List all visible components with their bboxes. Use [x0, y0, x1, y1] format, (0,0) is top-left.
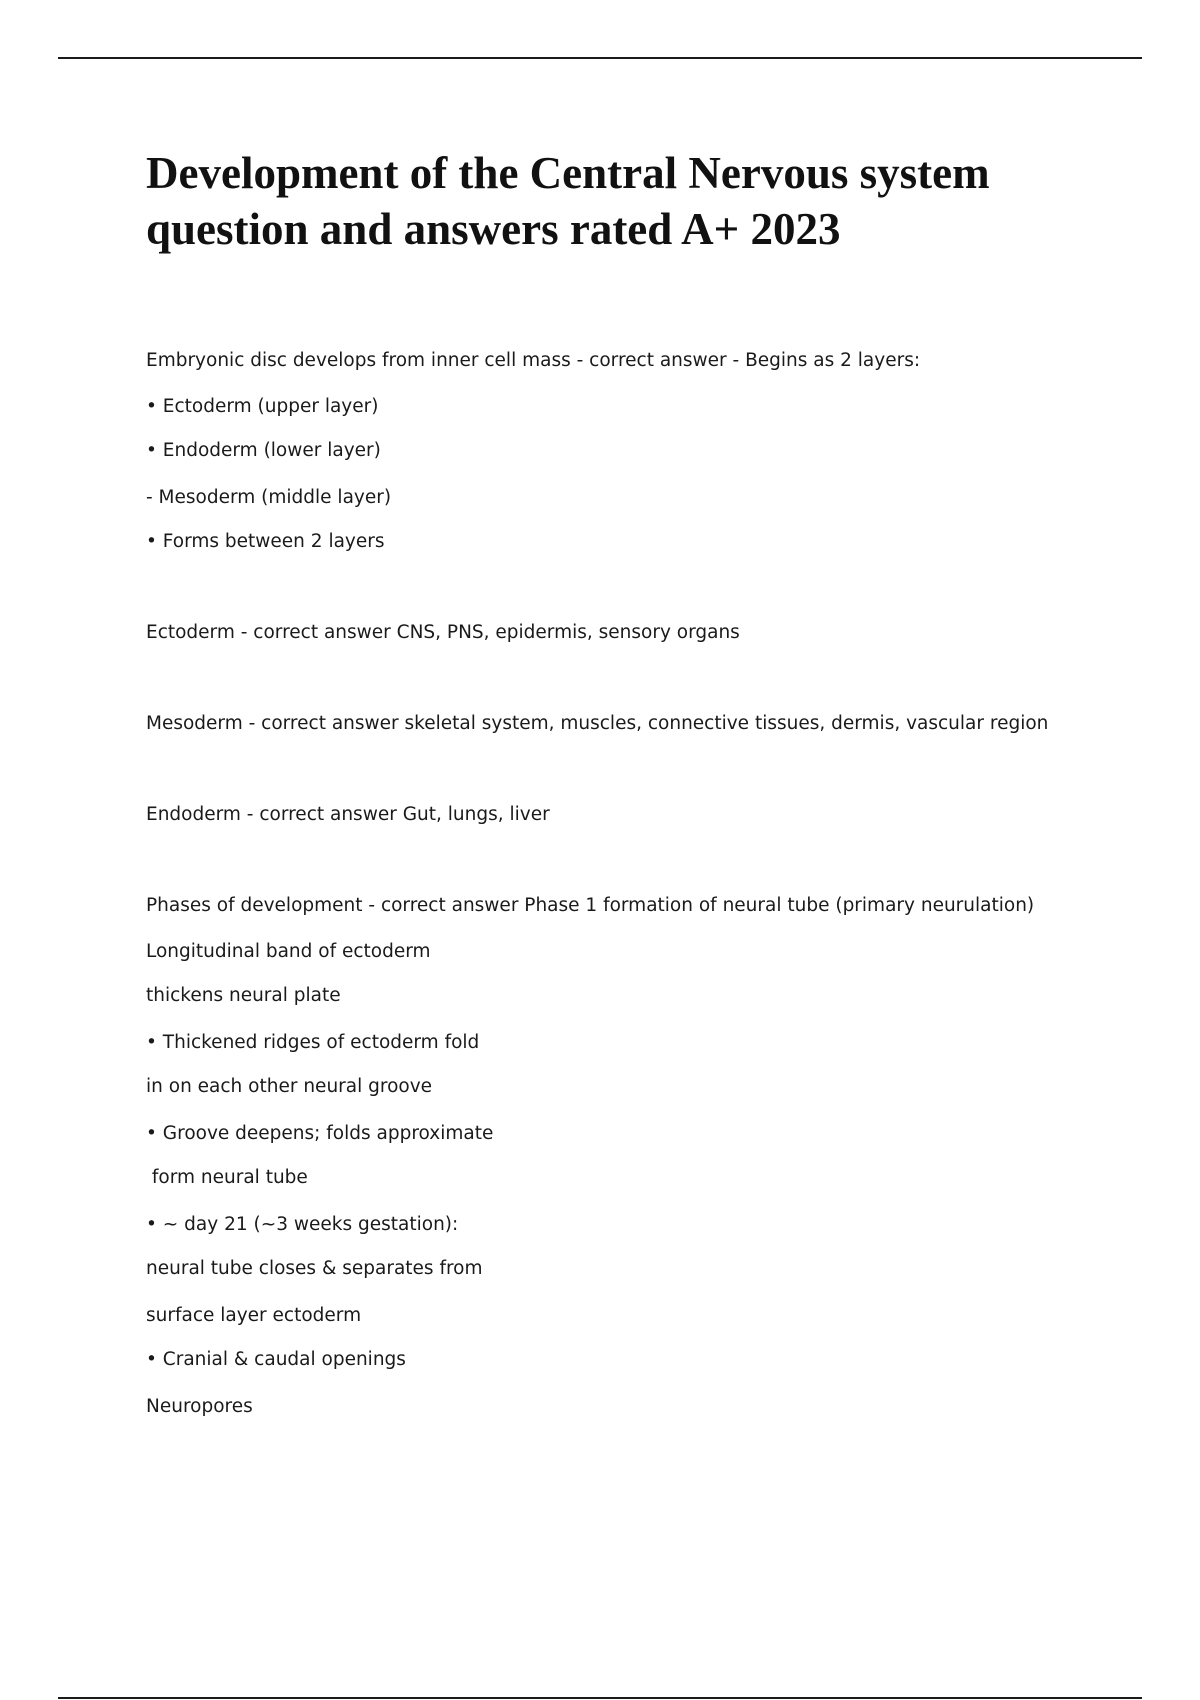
list-item: neural tube closes & separates from [146, 1258, 483, 1279]
bottom-divider [58, 1697, 1142, 1699]
list-item: • Groove deepens; folds approximate [146, 1123, 494, 1144]
list-item: • Thickened ridges of ectoderm fold [146, 1032, 480, 1053]
qa-mesoderm: Mesoderm - correct answer skeletal system, muscles, connective tissues, dermis, vascular region [146, 713, 1049, 734]
qa-endoderm: Endoderm - correct answer Gut, lungs, liver [146, 804, 550, 825]
list-item: Neuropores [146, 1396, 253, 1417]
qa-phases-of-development: Phases of development - correct answer Phase 1 formation of neural tube (primary neurulation) [146, 895, 1035, 916]
list-item: • Forms between 2 layers [146, 531, 385, 552]
document-title [146, 145, 1146, 257]
title-line-2: question and answers rated A+ 2023 [146, 204, 841, 254]
list-item: Longitudinal band of ectoderm [146, 941, 431, 962]
qa-ectoderm: Ectoderm - correct answer CNS, PNS, epidermis, sensory organs [146, 622, 740, 643]
list-item: • Endoderm (lower layer) [146, 440, 381, 461]
list-item: surface layer ectoderm [146, 1305, 362, 1326]
list-item: • Cranial & caudal openings [146, 1349, 406, 1370]
list-item: in on each other neural groove [146, 1076, 433, 1097]
list-item: form neural tube [146, 1167, 308, 1188]
list-item: • ~ day 21 (~3 weeks gestation): [146, 1214, 459, 1235]
title-line-1: Development of the Central Nervous system [146, 148, 990, 198]
qa-embryonic-disc: Embryonic disc develops from inner cell mass - correct answer - Begins as 2 layers: [146, 350, 921, 371]
list-item: • Ectoderm (upper layer) [146, 396, 379, 417]
list-item: - Mesoderm (middle layer) [146, 487, 392, 508]
top-divider [58, 57, 1142, 59]
list-item: thickens neural plate [146, 985, 341, 1006]
